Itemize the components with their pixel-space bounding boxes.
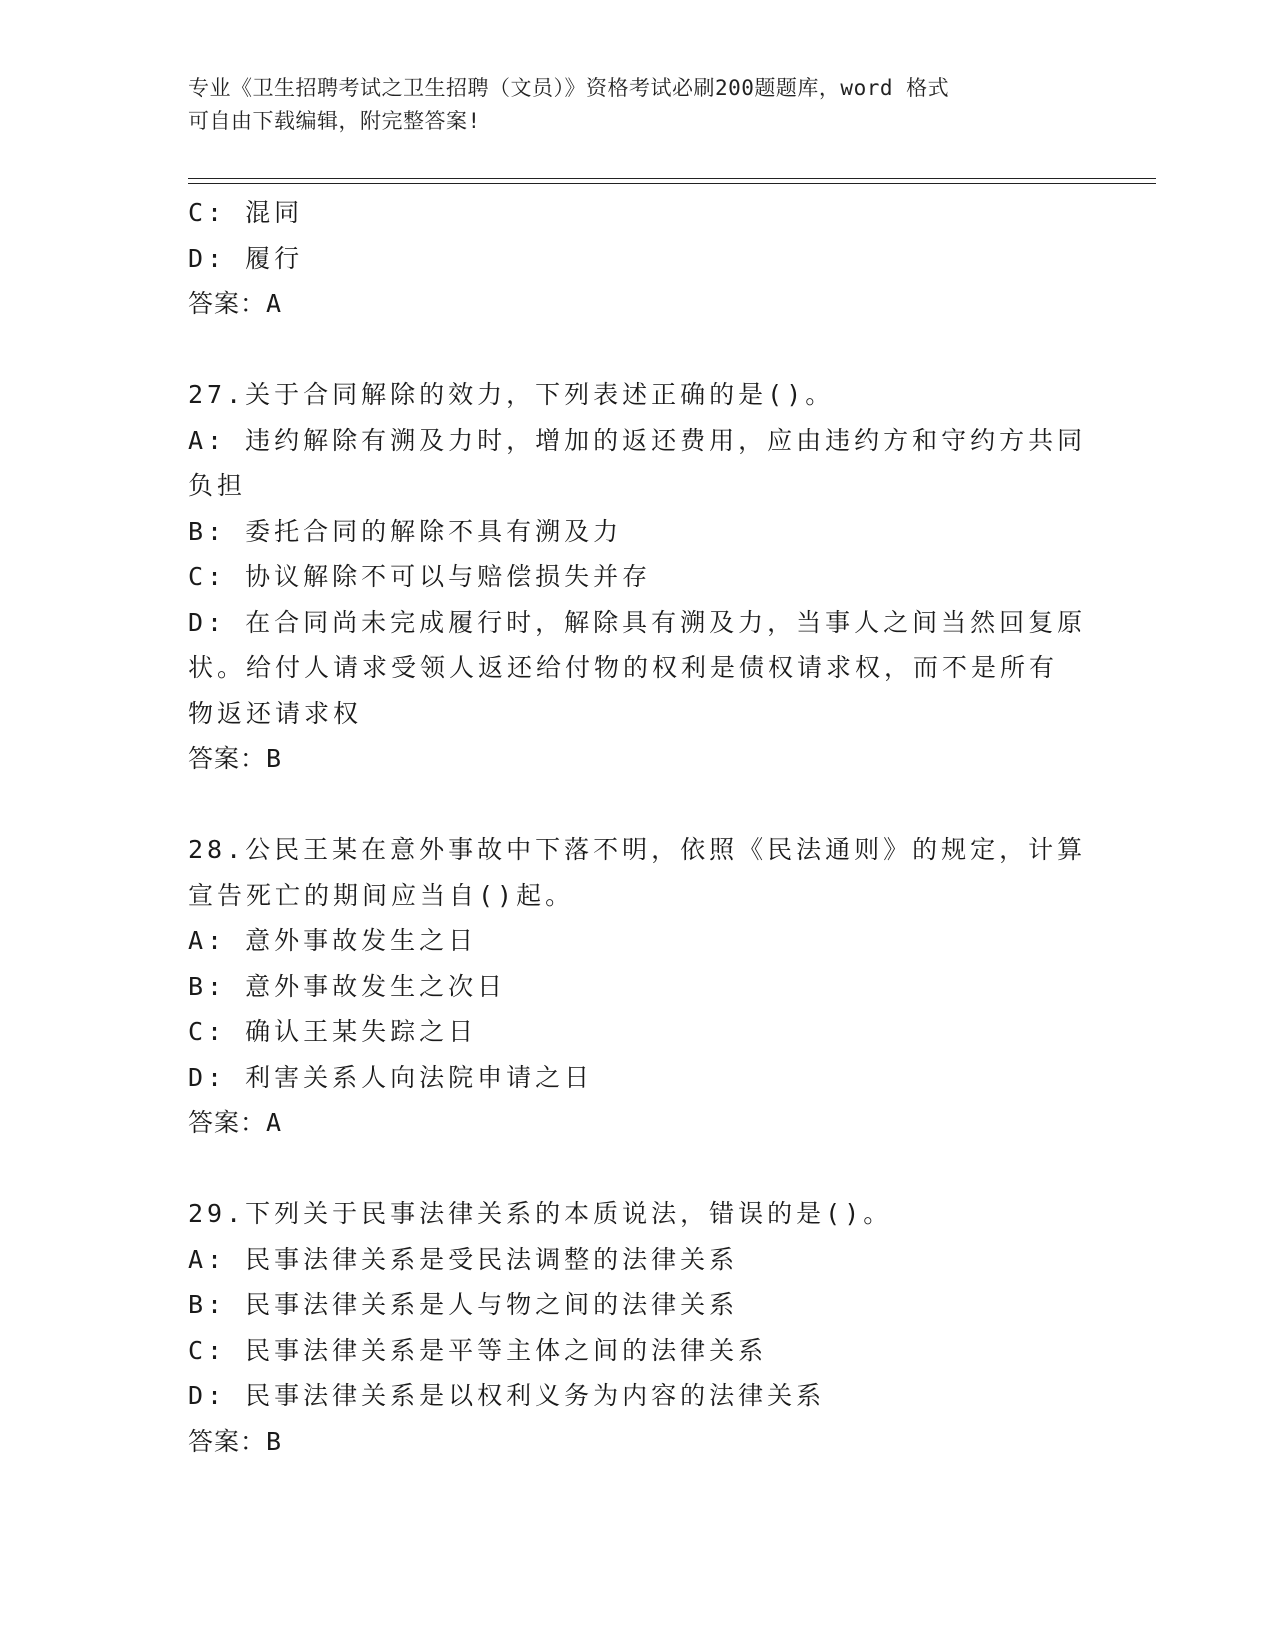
document-header	[188, 72, 1088, 138]
option-b: B: 民事法律关系是人与物之间的法律关系	[188, 1290, 739, 1319]
option-c: C: 确认王某失踪之日	[188, 1017, 478, 1046]
question-stem-cont: 宣告死亡的期间应当自()起。	[188, 880, 575, 910]
answer-line: 答案：A	[188, 1108, 283, 1137]
option-d: D: 履行	[188, 243, 304, 273]
question-26-continuation	[188, 190, 1088, 327]
header-line-1: 专业《卫生招聘考试之卫生招聘（文员）》资格考试必刷200题题库，word 格式	[188, 76, 950, 100]
question-stem: 28.公民王某在意外事故中下落不明，依照《民法通则》的规定，计算	[188, 835, 1087, 864]
option-b: B: 委托合同的解除不具有溯及力	[188, 516, 623, 546]
question-stem: 27.关于合同解除的效力，下列表述正确的是()。	[188, 380, 835, 409]
option-c: C: 民事法律关系是平等主体之间的法律关系	[188, 1335, 768, 1365]
option-d-cont-1: 状。给付人请求受领人返还给付物的权利是债权请求权，而不是所有	[188, 653, 1059, 682]
option-b: B: 意外事故发生之次日	[188, 971, 507, 1001]
option-a-cont: 负担	[188, 471, 247, 500]
header-divider-top	[188, 178, 1156, 179]
option-d-cont-2: 物返还请求权	[188, 698, 363, 728]
option-d: D: 民事法律关系是以权利义务为内容的法律关系	[188, 1381, 826, 1410]
question-content	[188, 190, 1088, 1464]
header-divider-bottom	[188, 183, 1156, 184]
option-a: A: 意外事故发生之日	[188, 926, 478, 955]
answer-line: 答案：B	[188, 1426, 283, 1456]
option-d: D: 利害关系人向法院申请之日	[188, 1062, 594, 1092]
question-28	[188, 827, 1088, 1146]
question-27	[188, 372, 1088, 782]
header-line-2: 可自由下载编辑，附完整答案!	[188, 109, 481, 133]
option-c: C: 混同	[188, 198, 304, 227]
option-a: A: 民事法律关系是受民法调整的法律关系	[188, 1244, 739, 1274]
answer-line: 答案：B	[188, 744, 283, 773]
option-d: D: 在合同尚未完成履行时，解除具有溯及力，当事人之间当然回复原	[188, 607, 1087, 637]
option-c: C: 协议解除不可以与赔偿损失并存	[188, 562, 652, 591]
question-29	[188, 1191, 1088, 1464]
answer-line: 答案：A	[188, 289, 283, 318]
question-stem: 29.下列关于民事法律关系的本质说法，错误的是()。	[188, 1199, 893, 1228]
option-a: A: 违约解除有溯及力时，增加的返还费用，应由违约方和守约方共同	[188, 425, 1087, 455]
